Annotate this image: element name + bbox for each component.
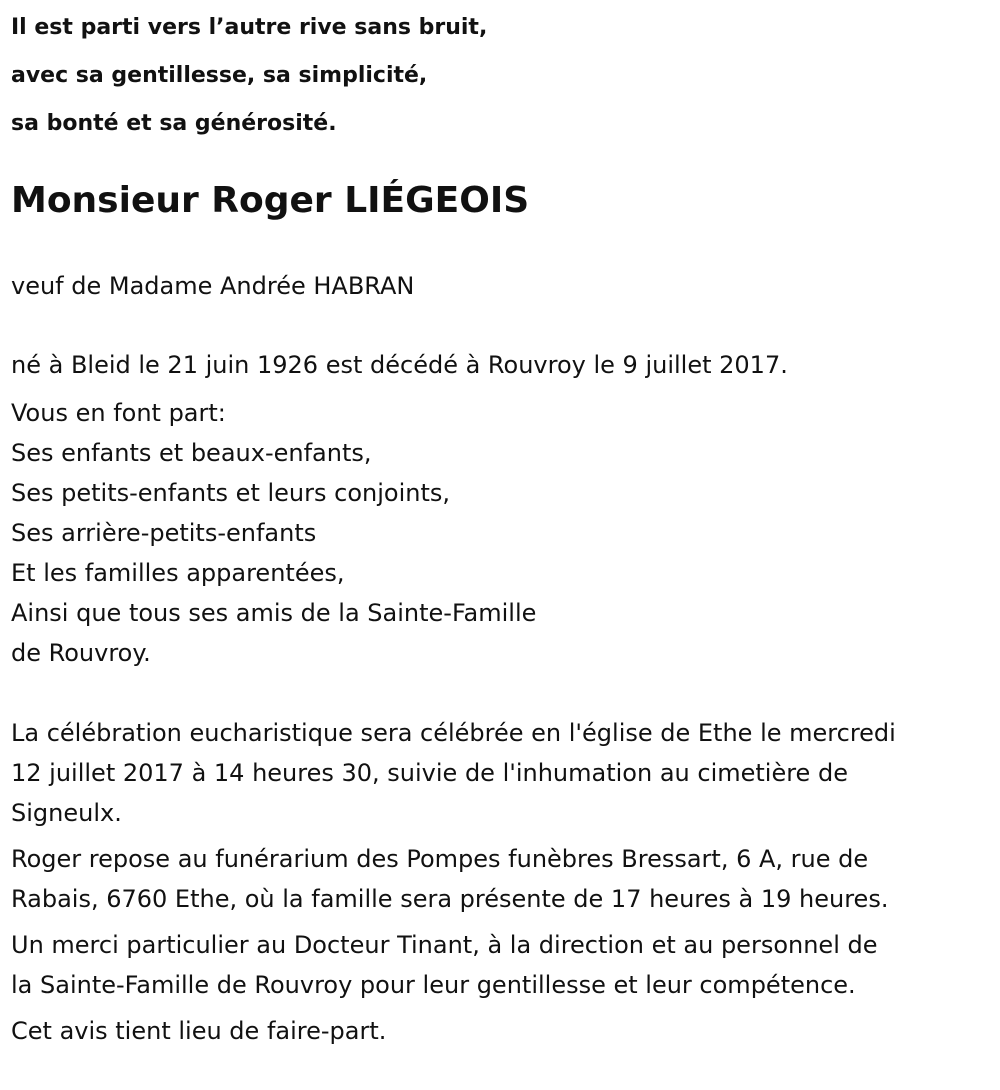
announcer-line: Ainsi que tous ses amis de la Sainte-Famille (11, 599, 537, 627)
celebration-paragraph (11, 713, 1000, 833)
announcer-line: Ses enfants et beaux-enfants, (11, 439, 372, 467)
announcer-line: Ses petits-enfants et leurs conjoints, (11, 479, 450, 507)
repose-line: Roger repose au funérarium des Pompes funèbres Bressart, 6 A, rue de (11, 845, 869, 873)
thanks-line: la Sainte-Famille de Rouvroy pour leur gentillesse et leur compétence. (11, 971, 856, 999)
celebration-line: La célébration eucharistique sera célébrée en l'église de Ethe le mercredi (11, 719, 896, 747)
intro-line: Il est parti vers l’autre rive sans bruit, (11, 15, 488, 40)
celebration-line: Signeulx. (11, 799, 122, 827)
intro-line: avec sa gentillesse, sa simplicité, (11, 63, 428, 88)
announcer-line: Et les familles apparentées, (11, 559, 345, 587)
intro-verse (11, 4, 1000, 148)
closing-line: Cet avis tient lieu de faire-part. (11, 1017, 387, 1045)
deceased-name: Monsieur Roger LIÉGEOIS (11, 180, 530, 221)
thanks-paragraph (11, 925, 1000, 1005)
announcer-line: Ses arrière-petits-enfants (11, 519, 317, 547)
announcers-list (11, 393, 1000, 673)
repose-paragraph (11, 839, 1000, 919)
celebration-line: 12 juillet 2017 à 14 heures 30, suivie de l'inhumation au cimetière de (11, 759, 848, 787)
obituary-notice (0, 4, 1000, 1090)
announcer-line: de Rouvroy. (11, 639, 151, 667)
announcer-line: Vous en font part: (11, 399, 226, 427)
thanks-line: Un merci particulier au Docteur Tinant, à la direction et au personnel de (11, 931, 878, 959)
birth-death-line: né à Bleid le 21 juin 1926 est décédé à Rouvroy le 9 juillet 2017. (11, 351, 788, 379)
repose-line: Rabais, 6760 Ethe, où la famille sera présente de 17 heures à 19 heures. (11, 885, 889, 913)
intro-line: sa bonté et sa générosité. (11, 111, 337, 136)
widow-line: veuf de Madame Andrée HABRAN (11, 272, 415, 300)
